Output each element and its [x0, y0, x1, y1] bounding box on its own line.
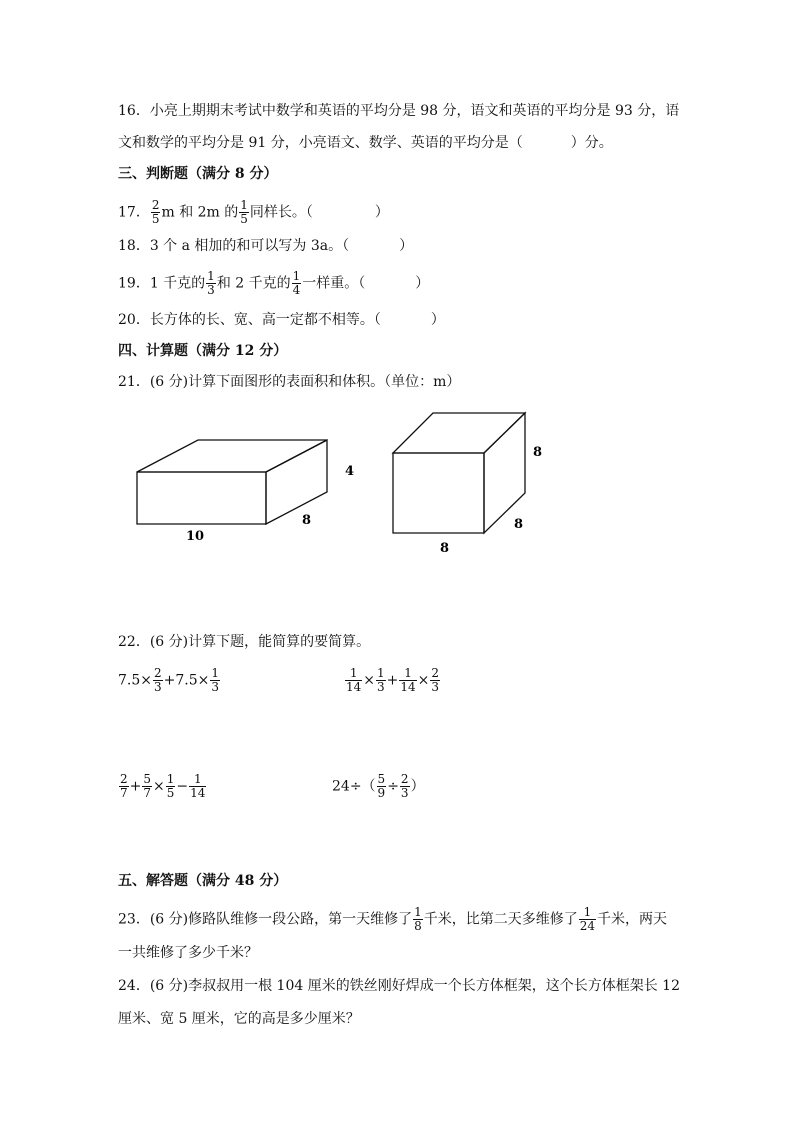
cuboid-1-top [137, 440, 327, 472]
cuboid-2-height-label: 8 [533, 445, 543, 460]
fraction [400, 773, 410, 800]
numerator: 2 [151, 198, 160, 212]
fraction [579, 906, 596, 933]
cuboid-diagrams [0, 400, 794, 580]
q18 [118, 236, 413, 256]
q17-number: 17． [118, 204, 150, 221]
denominator: 14 [190, 786, 206, 800]
q16-line1: 16．小亮上期期末考试中数学和英语的平均分是 98 分，语文和英语的平均分是 93 分，语 [118, 103, 680, 119]
fraction [142, 773, 152, 800]
numerator: 1 [166, 772, 175, 786]
numerator: 2 [431, 666, 440, 680]
cuboid-2 [393, 413, 525, 533]
fraction [151, 199, 161, 226]
q17 [118, 199, 389, 226]
q20 [118, 310, 445, 330]
denominator: 3 [431, 680, 440, 694]
q19-pre: 19．1 千克的 [118, 275, 206, 292]
fraction [239, 199, 249, 226]
section-4-title: 四、计算题（满分 12 分） [118, 343, 288, 359]
q20-text: 20．长方体的长、宽、高一定都不相等。（ [118, 312, 381, 328]
section-5-title: 五、解答题（满分 48 分） [118, 873, 288, 889]
denominator: 8 [414, 919, 422, 933]
operator: + [129, 778, 142, 795]
numerator: 2 [400, 772, 409, 786]
operator: − [176, 778, 189, 795]
operator: × [153, 778, 165, 795]
q23-mid: 千米，比第二天多维修了 [423, 911, 578, 928]
numerator: 5 [143, 772, 152, 786]
cuboid-1-depth-label: 8 [302, 513, 312, 528]
q24-line2: 厘米、宽 5 厘米，它的高是多少厘米？ [118, 1011, 360, 1027]
q19-mid: 和 2 千克的 [216, 275, 291, 292]
operator: × [363, 672, 376, 689]
expression-4 [332, 773, 425, 800]
operator: × [417, 672, 430, 689]
q18-text: 18．3 个 a 相加的和可以写为 3a。（ [118, 238, 350, 254]
q24-line1: 24．(6 分)李叔叔用一根 104 厘米的铁丝刚好焊成一个长方体框架，这个长方体框架长 12 [118, 978, 680, 994]
expr-term: 24÷（ [332, 778, 376, 795]
denominator: 3 [377, 680, 385, 694]
numerator: 1 [583, 905, 592, 919]
q19-close: ） [415, 275, 430, 292]
fraction [166, 773, 176, 800]
denominator: 24 [579, 919, 596, 933]
denominator: 5 [166, 786, 175, 800]
expr-term: 7.5× [118, 672, 152, 689]
numerator: 1 [404, 666, 412, 680]
numerator: 2 [120, 772, 128, 786]
q23-line2: 一共维修了多少千米？ [118, 945, 258, 961]
q16-line2-end: ）分。 [570, 135, 613, 151]
q19 [118, 270, 429, 297]
fraction [345, 667, 362, 694]
fraction [206, 270, 216, 297]
fraction [377, 773, 387, 800]
expr-term: ） [410, 778, 425, 795]
q17-mid: m 和 2m 的 [161, 204, 239, 221]
fraction [153, 667, 163, 694]
expression-3 [118, 773, 207, 800]
fraction [189, 773, 206, 800]
q21-text: 21．(6 分)计算下面图形的表面积和体积。（单位：m） [118, 374, 461, 390]
cuboid-1 [137, 440, 327, 524]
cuboid-2-length-label: 8 [440, 541, 450, 556]
numerator: 1 [193, 772, 202, 786]
operator: + [386, 672, 399, 689]
q22-text: 22．(6 分)计算下题，能简算的要简算。 [118, 634, 371, 650]
q23-line1 [118, 906, 667, 933]
denominator: 14 [346, 680, 362, 694]
numerator: 1 [207, 269, 215, 283]
fraction [399, 667, 416, 694]
fraction [376, 667, 386, 694]
q19-post: 一样重。（ [302, 275, 366, 292]
expr-term: +7.5× [163, 672, 210, 689]
fraction [413, 906, 423, 933]
q17-post: 同样长。（ [249, 204, 313, 221]
numerator: 1 [414, 905, 422, 919]
numerator: 1 [211, 666, 220, 680]
denominator: 3 [211, 680, 220, 694]
fraction [119, 773, 129, 800]
q18-close: ） [399, 238, 414, 254]
cuboid-1-length-label: 10 [186, 529, 205, 544]
cuboid-1-height-label: 4 [345, 464, 355, 479]
denominator: 3 [154, 680, 162, 694]
q17-close: ） [374, 204, 389, 221]
numerator: 5 [377, 772, 386, 786]
q16-line2 [118, 133, 613, 153]
numerator: 1 [240, 198, 248, 212]
q23-post: 千米，两天 [597, 911, 668, 928]
q16-line2-text: 文和数学的平均分是 91 分，小亮语文、数学、英语的平均分是（ [118, 135, 523, 151]
fraction [430, 667, 440, 694]
denominator: 4 [292, 283, 301, 297]
cuboid-1-side [266, 440, 327, 524]
q20-close: ） [430, 312, 445, 328]
cuboid-2-depth-label: 8 [514, 517, 524, 532]
numerator: 1 [349, 666, 358, 680]
expression-1 [118, 667, 221, 694]
denominator: 5 [240, 212, 248, 226]
denominator: 9 [377, 786, 386, 800]
section-3-title: 三、判断题（满分 8 分） [118, 166, 278, 182]
expression-2 [344, 667, 441, 694]
denominator: 3 [400, 786, 409, 800]
denominator: 7 [143, 786, 152, 800]
numerator: 1 [292, 269, 301, 283]
cuboid-1-front [137, 472, 266, 524]
denominator: 14 [400, 680, 416, 694]
denominator: 3 [207, 283, 215, 297]
cuboid-2-front [393, 453, 484, 533]
denominator: 5 [151, 212, 160, 226]
cuboid-2-side [484, 413, 525, 533]
fraction [210, 667, 220, 694]
q23-pre: 23．(6 分)修路队维修一段公路，第一天维修了 [118, 911, 413, 928]
numerator: 2 [154, 666, 162, 680]
operator: ÷ [387, 778, 399, 795]
denominator: 7 [120, 786, 128, 800]
fraction [292, 270, 302, 297]
numerator: 1 [377, 666, 385, 680]
